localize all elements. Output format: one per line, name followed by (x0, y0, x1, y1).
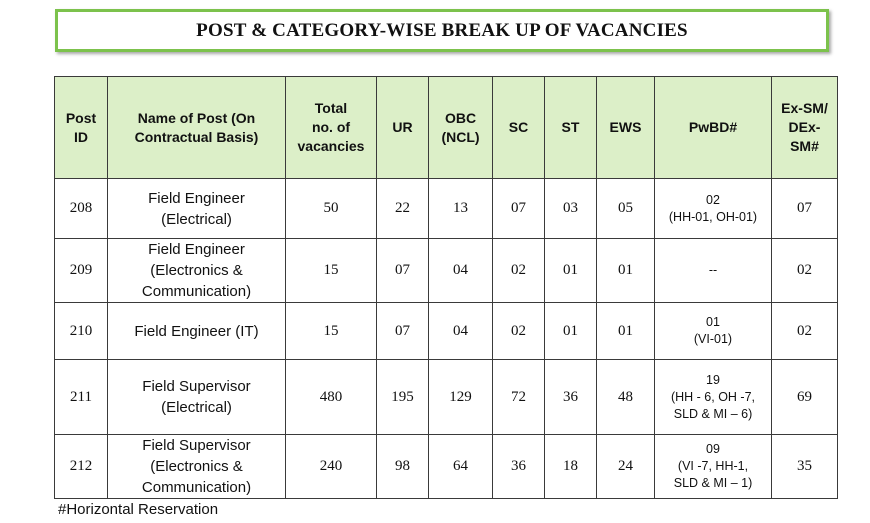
cell-post-name: Field Supervisor (Electrical) (108, 360, 286, 435)
cell-pwbd: 19 (HH - 6, OH -7, SLD & MI – 6) (655, 360, 772, 435)
cell-post-name: Field Engineer (Electrical) (108, 179, 286, 239)
cell-total: 15 (286, 303, 377, 360)
cell-post-id: 208 (55, 179, 108, 239)
cell-total: 50 (286, 179, 377, 239)
vacancy-table (54, 76, 838, 499)
cell-obc: 13 (429, 179, 493, 239)
table-row (55, 239, 838, 303)
cell-pwbd: 02 (HH-01, OH-01) (655, 179, 772, 239)
cell-total: 15 (286, 239, 377, 303)
cell-sc: 72 (493, 360, 545, 435)
title-box (55, 9, 829, 52)
cell-ews: 01 (597, 303, 655, 360)
header-obc: OBC (NCL) (429, 77, 493, 179)
cell-pwbd: 09 (VI -7, HH-1, SLD & MI – 1) (655, 435, 772, 499)
cell-pwbd: 01 (VI-01) (655, 303, 772, 360)
table-row (55, 179, 838, 239)
cell-st: 18 (545, 435, 597, 499)
cell-sc: 02 (493, 303, 545, 360)
cell-post-id: 211 (55, 360, 108, 435)
cell-st: 03 (545, 179, 597, 239)
cell-ur: 07 (377, 303, 429, 360)
table-row (55, 303, 838, 360)
table-row (55, 360, 838, 435)
header-st: ST (545, 77, 597, 179)
header-pwbd: PwBD# (655, 77, 772, 179)
cell-obc: 129 (429, 360, 493, 435)
header-name-of-post: Name of Post (On Contractual Basis) (108, 77, 286, 179)
cell-ews: 01 (597, 239, 655, 303)
cell-st: 36 (545, 360, 597, 435)
header-sc: SC (493, 77, 545, 179)
cell-ex-sm: 02 (772, 239, 838, 303)
cell-post-id: 212 (55, 435, 108, 499)
cell-ex-sm: 07 (772, 179, 838, 239)
cell-post-name: Field Supervisor (Electronics & Communication) (108, 435, 286, 499)
cell-ews: 24 (597, 435, 655, 499)
header-ur: UR (377, 77, 429, 179)
cell-total: 240 (286, 435, 377, 499)
cell-obc: 64 (429, 435, 493, 499)
cell-ews: 48 (597, 360, 655, 435)
cell-st: 01 (545, 303, 597, 360)
header-post-id: Post ID (55, 77, 108, 179)
header-total-vacancies: Total no. of vacancies (286, 77, 377, 179)
footnote: #Horizontal Reservation (58, 501, 219, 518)
cell-ex-sm: 02 (772, 303, 838, 360)
header-row (55, 77, 838, 179)
cell-post-id: 210 (55, 303, 108, 360)
page-title: POST & CATEGORY-WISE BREAK UP OF VACANCIES (196, 19, 688, 41)
cell-sc: 02 (493, 239, 545, 303)
cell-post-name: Field Engineer (Electronics & Communication) (108, 239, 286, 303)
cell-ur: 07 (377, 239, 429, 303)
cell-ur: 98 (377, 435, 429, 499)
cell-obc: 04 (429, 303, 493, 360)
cell-ur: 22 (377, 179, 429, 239)
cell-ur: 195 (377, 360, 429, 435)
header-ews: EWS (597, 77, 655, 179)
cell-sc: 07 (493, 179, 545, 239)
cell-post-id: 209 (55, 239, 108, 303)
cell-ex-sm: 35 (772, 435, 838, 499)
table-row (55, 435, 838, 499)
cell-st: 01 (545, 239, 597, 303)
cell-pwbd: -- (655, 239, 772, 303)
cell-obc: 04 (429, 239, 493, 303)
cell-total: 480 (286, 360, 377, 435)
cell-ex-sm: 69 (772, 360, 838, 435)
cell-ews: 05 (597, 179, 655, 239)
cell-sc: 36 (493, 435, 545, 499)
header-ex-sm: Ex-SM/ DEx- SM# (772, 77, 838, 179)
cell-post-name: Field Engineer (IT) (108, 303, 286, 360)
